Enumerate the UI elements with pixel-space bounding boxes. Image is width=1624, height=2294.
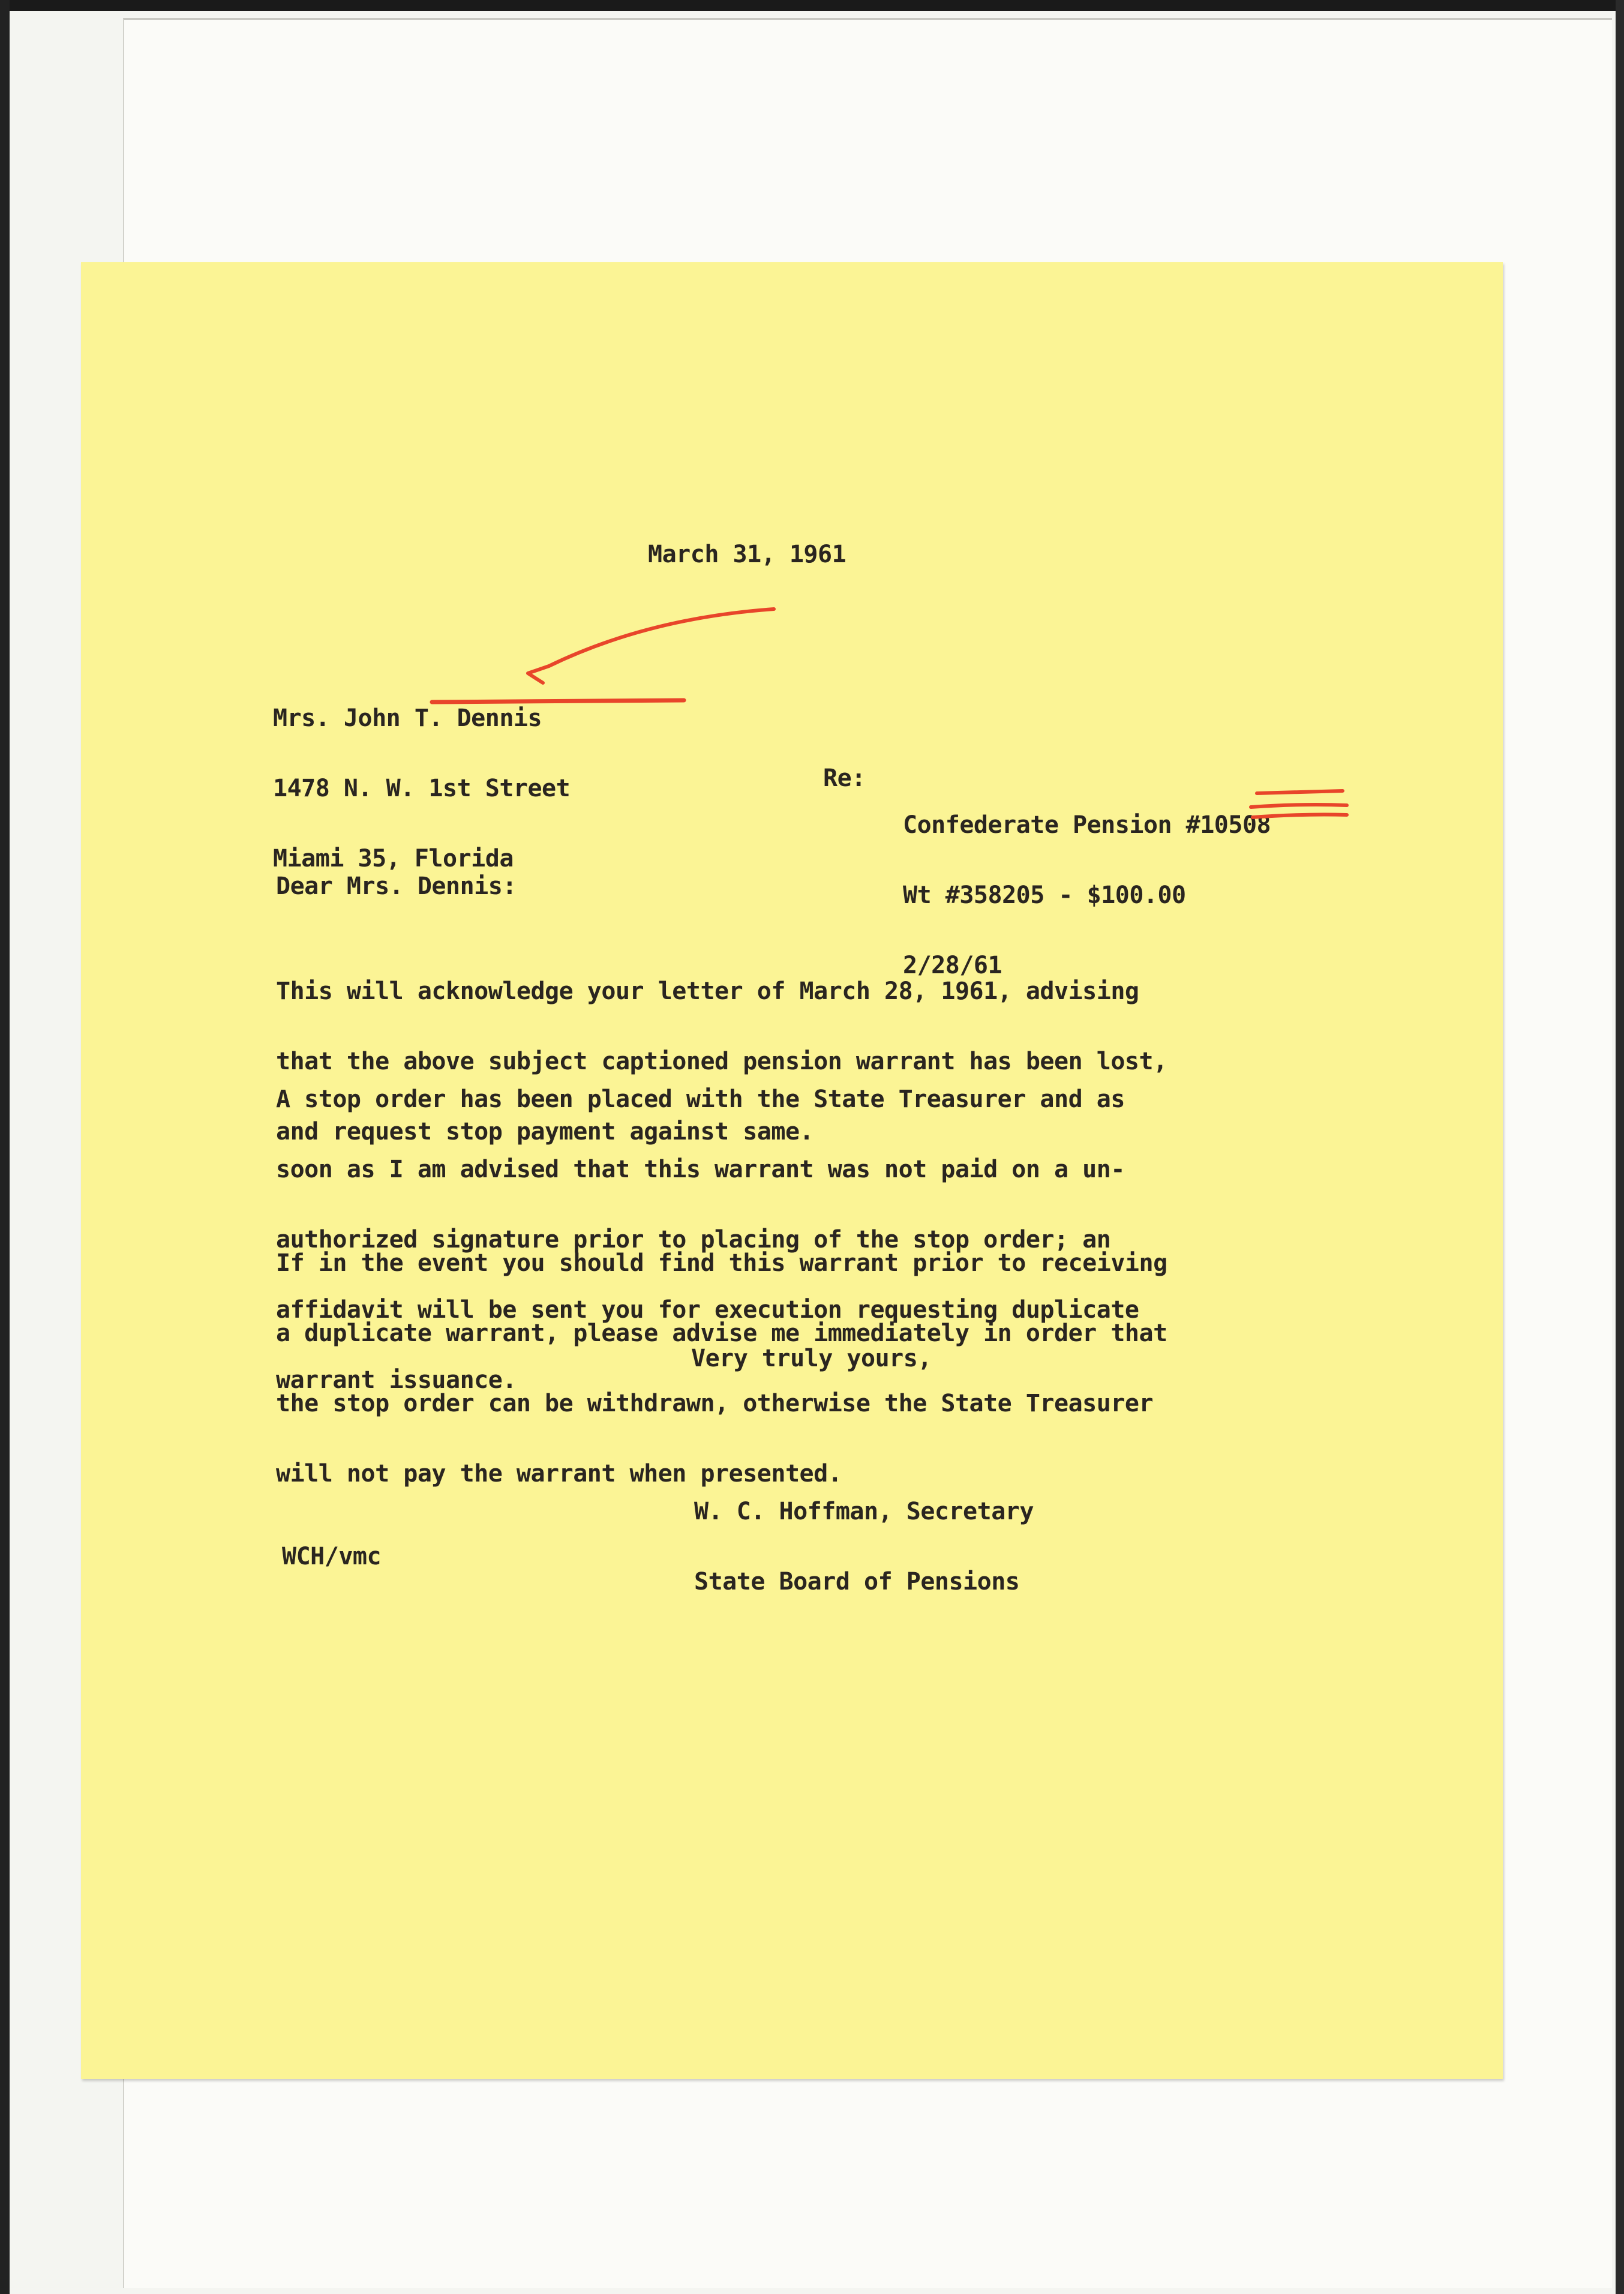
paragraph-line: that the above subject captioned pension warrant has been lost, bbox=[276, 1048, 1167, 1075]
paragraph-line: will not pay the warrant when presented. bbox=[276, 1460, 842, 1488]
recipient-street: 1478 N. W. 1st Street bbox=[273, 775, 571, 802]
paragraph-line: warrant issuance. bbox=[276, 1366, 517, 1394]
re-line: Wt #358205 - $100.00 bbox=[903, 881, 1186, 909]
paragraph-line: authorized signature prior to placing of the stop order; an bbox=[276, 1226, 1111, 1254]
paragraph-line: If in the event you should find this warrant prior to receiving bbox=[276, 1249, 1167, 1277]
salutation: Dear Mrs. Dennis: bbox=[276, 872, 517, 900]
paragraph-line: A stop order has been placed with the State Treasurer and as bbox=[276, 1085, 1125, 1113]
re-line: Confederate Pension #10508 bbox=[903, 811, 1271, 839]
paragraph-line: soon as I am advised that this warrant was not paid on a un- bbox=[276, 1156, 1125, 1183]
scan-border-top bbox=[0, 0, 1624, 11]
paragraph-line: and request stop payment against same. bbox=[276, 1118, 814, 1145]
re-label: Re: bbox=[823, 764, 866, 792]
recipient-city: Miami 35, Florida bbox=[273, 845, 514, 872]
signature-block bbox=[694, 1453, 1034, 1617]
scan-border-left bbox=[0, 0, 10, 2294]
typist-initials: WCH/vmc bbox=[282, 1543, 382, 1570]
signature-name: W. C. Hoffman, Secretary bbox=[694, 1498, 1034, 1525]
paragraph-line: a duplicate warrant, please advise me immediately in order that bbox=[276, 1320, 1167, 1347]
scan-border-right bbox=[1616, 0, 1624, 2294]
paragraph-line: affidavit will be sent you for execution requesting duplicate bbox=[276, 1296, 1139, 1324]
recipient-address bbox=[273, 660, 570, 894]
paragraph-line: the stop order can be withdrawn, otherwise the State Treasurer bbox=[276, 1390, 1154, 1417]
letter-date: March 31, 1961 bbox=[648, 541, 846, 568]
closing: Very truly yours, bbox=[691, 1345, 932, 1372]
paragraph-line: This will acknowledge your letter of March 28, 1961, advising bbox=[276, 977, 1139, 1005]
recipient-name: Mrs. John T. Dennis bbox=[273, 704, 542, 732]
signature-title: State Board of Pensions bbox=[694, 1568, 1020, 1596]
re-line: 2/28/61 bbox=[903, 952, 1002, 979]
